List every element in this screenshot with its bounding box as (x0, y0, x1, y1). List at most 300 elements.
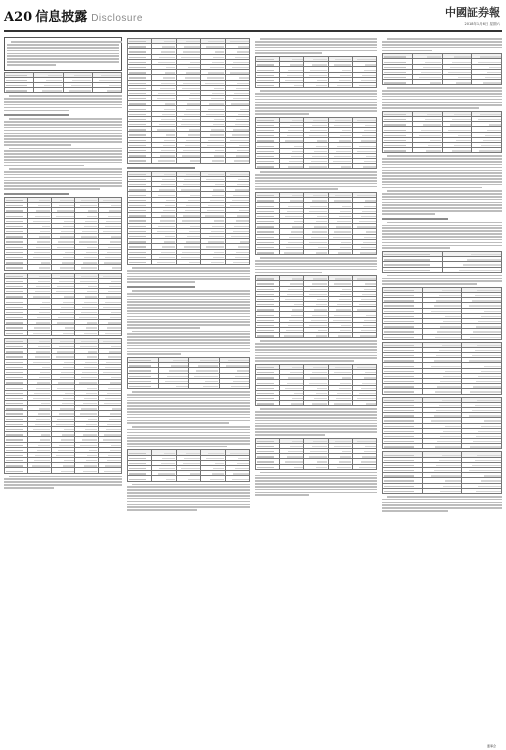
text-line (387, 155, 502, 157)
text-line (255, 188, 338, 190)
text-line (4, 484, 122, 486)
text-line (382, 44, 502, 46)
table-cell (328, 464, 352, 469)
body-paragraph (255, 472, 377, 496)
table-cell (280, 250, 304, 255)
text-line (127, 417, 250, 419)
text-line (382, 50, 432, 52)
text-line (4, 182, 122, 184)
text-line (4, 98, 122, 100)
text-line (255, 272, 322, 274)
text-line (260, 171, 377, 173)
text-line (9, 476, 122, 478)
text-line (382, 184, 502, 186)
text-line (382, 199, 502, 201)
data-table (382, 451, 502, 494)
column-4 (382, 37, 502, 741)
page-header (0, 0, 506, 34)
text-line (4, 174, 122, 176)
text-line (255, 411, 377, 413)
text-line (255, 104, 377, 106)
text-line (7, 47, 119, 49)
table-cell (304, 401, 328, 406)
text-line (4, 144, 71, 146)
data-table (382, 251, 502, 273)
table-cell (98, 265, 121, 270)
table-cell (28, 468, 51, 473)
text-line (255, 355, 377, 357)
text-line (255, 357, 377, 359)
text-line (382, 225, 502, 227)
text-line (132, 267, 250, 269)
text-line (127, 270, 250, 272)
text-line (255, 431, 377, 433)
text-line (255, 186, 377, 188)
table-cell (256, 464, 280, 469)
text-line (255, 434, 325, 436)
table-cell (352, 333, 376, 338)
text-line (382, 161, 502, 163)
text-line (255, 486, 377, 488)
text-line (382, 247, 450, 249)
data-table (255, 438, 377, 470)
text-line (382, 102, 502, 104)
text-line (382, 227, 502, 229)
text-line (4, 487, 54, 489)
text-line (382, 210, 502, 212)
text-line (382, 170, 502, 172)
body-paragraph (255, 257, 377, 273)
text-line (4, 165, 84, 167)
text-line (260, 472, 377, 474)
table-cell (98, 330, 121, 335)
table-row (5, 468, 122, 473)
table-cell (201, 476, 225, 481)
text-line (127, 336, 250, 338)
table-cell (152, 259, 176, 264)
subheading-line (382, 218, 448, 220)
text-line (255, 99, 377, 101)
body-paragraph (382, 190, 502, 214)
text-line (382, 93, 502, 95)
newspaper-logo: 中國証券報 (445, 6, 500, 19)
text-line (4, 171, 122, 173)
text-line (11, 41, 122, 43)
text-line (127, 432, 250, 434)
table-cell (462, 334, 502, 339)
text-line (255, 492, 377, 494)
table-cell (5, 330, 28, 335)
text-line (382, 283, 477, 285)
text-line (127, 313, 250, 315)
text-line (4, 133, 122, 135)
text-line (382, 104, 502, 106)
body-paragraph (4, 118, 122, 145)
table-cell (28, 265, 51, 270)
body-paragraph (382, 155, 502, 188)
table-row (256, 464, 377, 469)
data-table (382, 287, 502, 340)
text-line (127, 405, 250, 407)
text-line (382, 178, 502, 180)
body-paragraph (255, 38, 377, 54)
table-cell (304, 164, 328, 169)
text-line (127, 342, 250, 344)
text-line (4, 121, 122, 123)
text-line (382, 499, 502, 501)
text-line (255, 44, 377, 46)
text-line (255, 96, 377, 98)
table-cell (219, 383, 250, 388)
table-cell (472, 80, 502, 85)
text-line (260, 90, 377, 92)
body-paragraph (382, 87, 502, 109)
text-line (4, 135, 122, 137)
text-line (127, 420, 250, 422)
text-line (382, 504, 502, 506)
table-cell (462, 488, 502, 493)
table-cell (383, 488, 423, 493)
table-cell (328, 333, 352, 338)
data-table (382, 397, 502, 450)
text-line (382, 278, 502, 280)
table-cell (304, 464, 328, 469)
table-row (256, 164, 377, 169)
text-line (255, 266, 377, 268)
table-cell (328, 401, 352, 406)
text-line (4, 127, 122, 129)
text-line (127, 299, 250, 301)
masthead (445, 4, 500, 27)
text-line (127, 321, 250, 323)
text-line (4, 104, 122, 106)
table-cell (256, 401, 280, 406)
table-cell (352, 401, 376, 406)
text-line (7, 58, 119, 60)
table-row (383, 444, 502, 449)
text-line (382, 236, 502, 238)
text-line (127, 489, 250, 491)
text-line (127, 281, 195, 283)
table-cell (256, 250, 280, 255)
text-line (127, 408, 250, 410)
table-row (128, 259, 250, 264)
text-line (4, 159, 122, 161)
page-number: A20 (4, 10, 33, 25)
text-line (127, 307, 250, 309)
text-line (127, 486, 250, 488)
table-cell (256, 164, 280, 169)
text-line (127, 397, 250, 399)
data-table (127, 38, 250, 164)
text-line (255, 102, 377, 104)
text-line (127, 402, 250, 404)
data-table (382, 111, 502, 154)
section-heading (4, 6, 143, 28)
text-line (382, 502, 502, 504)
text-line (255, 269, 377, 271)
subheading-line (4, 114, 69, 116)
text-line (4, 180, 122, 182)
table-cell (176, 476, 200, 481)
text-line (387, 38, 502, 40)
table-cell (352, 83, 376, 88)
text-line (382, 158, 502, 160)
text-line (382, 204, 502, 206)
text-line (9, 148, 122, 150)
text-line (255, 423, 377, 425)
text-line (255, 52, 322, 54)
text-line (7, 50, 119, 52)
text-line (4, 177, 122, 179)
text-line (127, 333, 250, 335)
data-table (255, 275, 377, 338)
table-cell (176, 158, 200, 163)
table-cell (462, 389, 502, 394)
body-paragraph (382, 496, 502, 512)
body-paragraph (4, 148, 122, 167)
data-table (127, 449, 250, 481)
subheading-line (4, 193, 69, 195)
text-line (387, 496, 502, 498)
body-paragraph (4, 476, 122, 489)
text-line (132, 331, 250, 333)
table-cell (280, 333, 304, 338)
table-cell (75, 265, 98, 270)
table-row (383, 148, 502, 153)
text-line (382, 196, 502, 198)
table-cell (225, 158, 249, 163)
text-line (9, 118, 122, 120)
text-line (387, 87, 502, 89)
text-line (255, 349, 377, 351)
body-paragraph (4, 168, 122, 190)
text-line (255, 177, 377, 179)
table-cell (75, 468, 98, 473)
text-line (255, 183, 377, 185)
text-line (127, 310, 250, 312)
table-row (128, 158, 250, 163)
table-cell (280, 401, 304, 406)
table-cell (158, 383, 189, 388)
table-cell (383, 148, 413, 153)
body-paragraph (127, 267, 250, 283)
text-line (382, 193, 502, 195)
text-line (4, 107, 122, 109)
text-line (260, 38, 377, 40)
text-line (387, 190, 502, 192)
text-line (255, 110, 377, 112)
body-paragraph (127, 331, 250, 355)
text-line (127, 339, 250, 341)
table-cell (98, 468, 121, 473)
text-line (255, 174, 377, 176)
text-line (255, 480, 377, 482)
text-line (127, 348, 250, 350)
text-line (260, 340, 377, 342)
body-paragraph (255, 340, 377, 362)
text-line (127, 501, 250, 503)
table-cell (383, 389, 423, 394)
text-line (255, 475, 377, 477)
body-paragraph (127, 484, 250, 511)
body-paragraph (382, 38, 502, 51)
table-cell (304, 250, 328, 255)
text-line (4, 478, 122, 480)
text-line (382, 107, 479, 109)
text-line (4, 185, 122, 187)
body-paragraph (382, 275, 502, 285)
closing-signature: 董事会 (486, 744, 496, 748)
text-line (4, 150, 122, 152)
text-line (127, 351, 250, 353)
text-line (255, 494, 309, 496)
text-line (382, 172, 502, 174)
text-line (7, 44, 119, 46)
body-paragraph (7, 41, 119, 65)
text-line (127, 498, 250, 500)
table-cell (422, 334, 462, 339)
body-paragraph (382, 222, 502, 249)
text-line (4, 138, 122, 140)
text-line (382, 230, 502, 232)
header-rule (4, 30, 502, 32)
column-1 (4, 37, 122, 741)
text-line (382, 510, 448, 512)
text-line (132, 391, 250, 393)
table-cell (352, 464, 376, 469)
text-line (255, 489, 377, 491)
text-line (255, 425, 377, 427)
text-line (255, 47, 377, 49)
text-line (127, 324, 250, 326)
text-line (382, 181, 502, 183)
bordered-notice-box (4, 37, 122, 71)
table-cell (28, 330, 51, 335)
text-line (382, 202, 502, 204)
table-row (383, 334, 502, 339)
text-line (255, 420, 377, 422)
table-cell (383, 444, 423, 449)
text-line (255, 113, 309, 115)
text-line (132, 484, 250, 486)
text-line (255, 180, 377, 182)
text-line (127, 319, 250, 321)
data-table (4, 338, 122, 474)
table-cell (152, 476, 176, 481)
table-row (256, 333, 377, 338)
text-line (255, 477, 377, 479)
body-paragraph (127, 391, 250, 424)
text-line (127, 411, 250, 413)
text-line (382, 41, 502, 43)
text-line (127, 495, 250, 497)
text-line (7, 64, 56, 66)
text-line (387, 222, 502, 224)
body-paragraph (255, 408, 377, 435)
table-row (128, 383, 250, 388)
table-cell (352, 164, 376, 169)
table-cell (304, 333, 328, 338)
table-cell (328, 250, 352, 255)
text-line (127, 429, 250, 431)
text-line (127, 400, 250, 402)
table-cell (442, 148, 472, 153)
table-cell (256, 83, 280, 88)
table-row (383, 389, 502, 394)
table-cell (51, 265, 74, 270)
table-cell (383, 267, 443, 272)
table-row (5, 265, 122, 270)
text-line (127, 446, 227, 448)
table-cell (34, 88, 63, 93)
text-line (382, 99, 502, 101)
text-line (127, 353, 181, 355)
text-line (382, 233, 502, 235)
table-cell (280, 464, 304, 469)
section-title-en: Disclosure (91, 13, 143, 24)
table-row (256, 250, 377, 255)
text-line (127, 506, 250, 508)
table-cell (383, 334, 423, 339)
table-cell (176, 259, 200, 264)
column-3 (255, 37, 377, 741)
text-line (127, 443, 250, 445)
body-paragraph (127, 426, 250, 448)
text-line (127, 327, 200, 329)
table-cell (442, 267, 502, 272)
table-cell (128, 158, 152, 163)
table-row (383, 267, 502, 272)
table-cell (128, 476, 152, 481)
text-line (255, 428, 377, 430)
table-row (256, 83, 377, 88)
text-line (382, 280, 502, 282)
text-line (255, 352, 377, 354)
text-line (4, 130, 122, 132)
text-line (382, 213, 435, 215)
text-line (255, 93, 377, 95)
body-paragraph (127, 290, 250, 329)
data-table (127, 171, 250, 265)
text-line (127, 440, 250, 442)
text-line (127, 304, 250, 306)
text-line (127, 414, 250, 416)
data-table (382, 53, 502, 85)
table-cell (472, 148, 502, 153)
table-cell (422, 488, 462, 493)
text-line (127, 422, 229, 424)
table-cell (128, 259, 152, 264)
table-cell (256, 333, 280, 338)
table-cell (328, 83, 352, 88)
text-line (132, 426, 250, 428)
table-cell (201, 259, 225, 264)
data-table (4, 273, 122, 336)
text-line (9, 95, 122, 97)
text-line (127, 504, 250, 506)
text-line (127, 492, 250, 494)
data-table (382, 342, 502, 395)
table-row (256, 401, 377, 406)
table-cell (462, 444, 502, 449)
text-line (382, 242, 502, 244)
section-title: 信息披露 (35, 10, 88, 25)
text-line (4, 101, 122, 103)
table-cell (383, 80, 413, 85)
text-line (255, 50, 377, 52)
text-line (4, 124, 122, 126)
